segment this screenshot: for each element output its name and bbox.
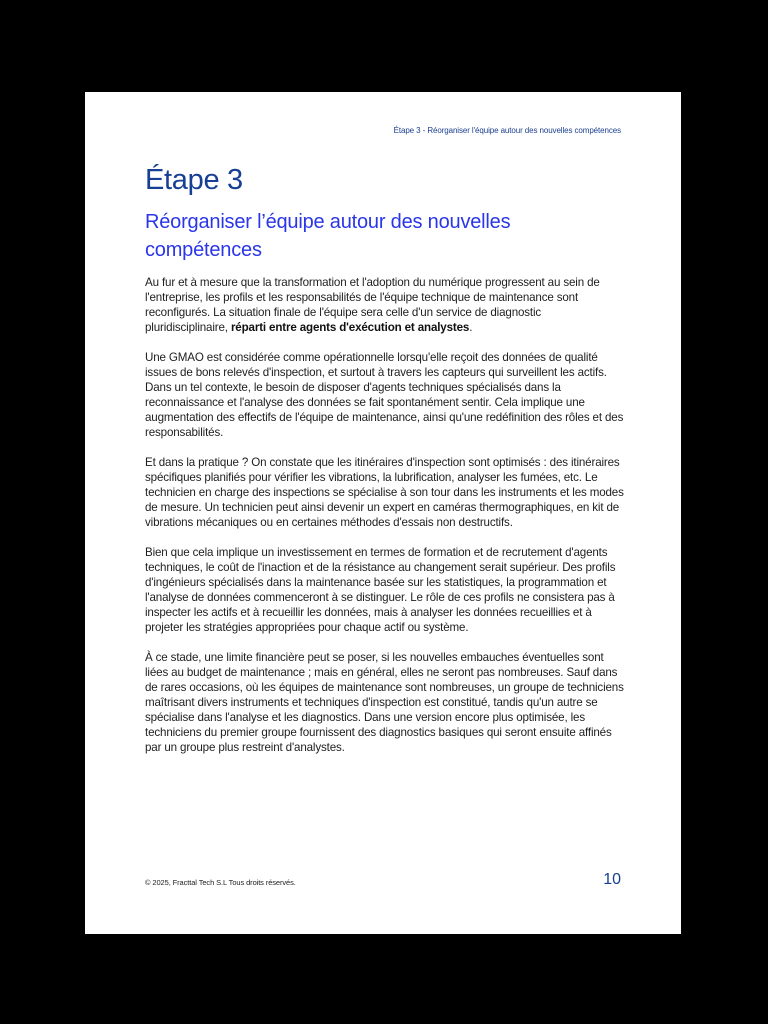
section-subtitle: Réorganiser l’équipe autour des nouvelles compétences <box>145 211 511 261</box>
body-text <box>145 275 625 770</box>
paragraph-1 <box>145 275 625 335</box>
page-number: 10 <box>603 871 621 888</box>
paragraph-1-text: Au fur et à mesure que la transformation et l'adoption du numérique progressent au sein de l'entreprise, les profils et les responsabilités de l'équipe technique de maintenance sont reconfigurés. La situation finale de l'équipe sera celle d'un service de diagnostic pluridisciplinaire, <box>145 276 600 334</box>
paragraph-5: À ce stade, une limite financière peut se poser, si les nouvelles embauches éventuelles sont liées au budget de maintenance ; mais en général, elles ne seront pas nombreuses. Sauf dans de rares occasions, où les équipes de maintenance sont nombreuses, un groupe de techniciens maîtrisant divers instruments et techniques d'inspection est constitué, tandis qu'un autre se spécialise dans l'analyse et les diagnostics. Dans une version encore plus optimisée, les techniciens du premier groupe fournissent des diagnostics basiques qui seront ensuite affinés par un groupe plus restreint d'analystes. <box>145 651 624 754</box>
paragraph-2: Une GMAO est considérée comme opérationnelle lorsqu'elle reçoit des données de qualité issues de bons relevés d'inspection, et surtout à travers les capteurs qui surveillent les actifs. Dans un tel contexte, le besoin de disposer d'agents techniques spécialisés dans la reconnaissance et l'analyse des données se fait spontanément sentir. Cela implique une augmentation des effectifs de l'équipe de maintenance, ainsi qu'une redéfinition des rôles et des responsabilités. <box>145 351 624 439</box>
running-header: Étape 3 - Réorganiser l'équipe autour des nouvelles compétences <box>393 126 621 135</box>
paragraph-3: Et dans la pratique ? On constate que les itinéraires d'inspection sont optimisés : des itinéraires spécifiques planifiés pour vérifier les vibrations, la lubrification, analyser les fumées, etc. Le technicien en charge des inspections se spécialise à son tour dans les instruments et les modes de mesure. Un technicien peut ainsi devenir un expert en caméras thermographiques, en kit de vibrations mécaniques ou en certaines méthodes d'essais non destructifs. <box>145 456 624 529</box>
paragraph-4: Bien que cela implique un investissement en termes de formation et de recrutement d'agents techniques, le coût de l'inaction et de la résistance au changement serait supérieur. Des profils d'ingénieurs spécialisés dans la maintenance basée sur les statistiques, la programmation et l'analyse de données commenceront à se distinguer. Le rôle de ces profils ne consistera pas à inspecter les actifs et à recueillir les données, mais à analyser les données recueillies et à projeter les stratégies appropriées pour chaque actif ou système. <box>145 546 616 634</box>
document-page <box>85 92 681 934</box>
paragraph-1-bold: réparti entre agents d'exécution et analystes <box>230 321 470 334</box>
paragraph-1-tail: . <box>469 321 473 334</box>
step-title: Étape 3 <box>145 164 243 196</box>
footer-copyright: © 2025, Fracttal Tech S.L Tous droits réservés. <box>145 878 296 887</box>
